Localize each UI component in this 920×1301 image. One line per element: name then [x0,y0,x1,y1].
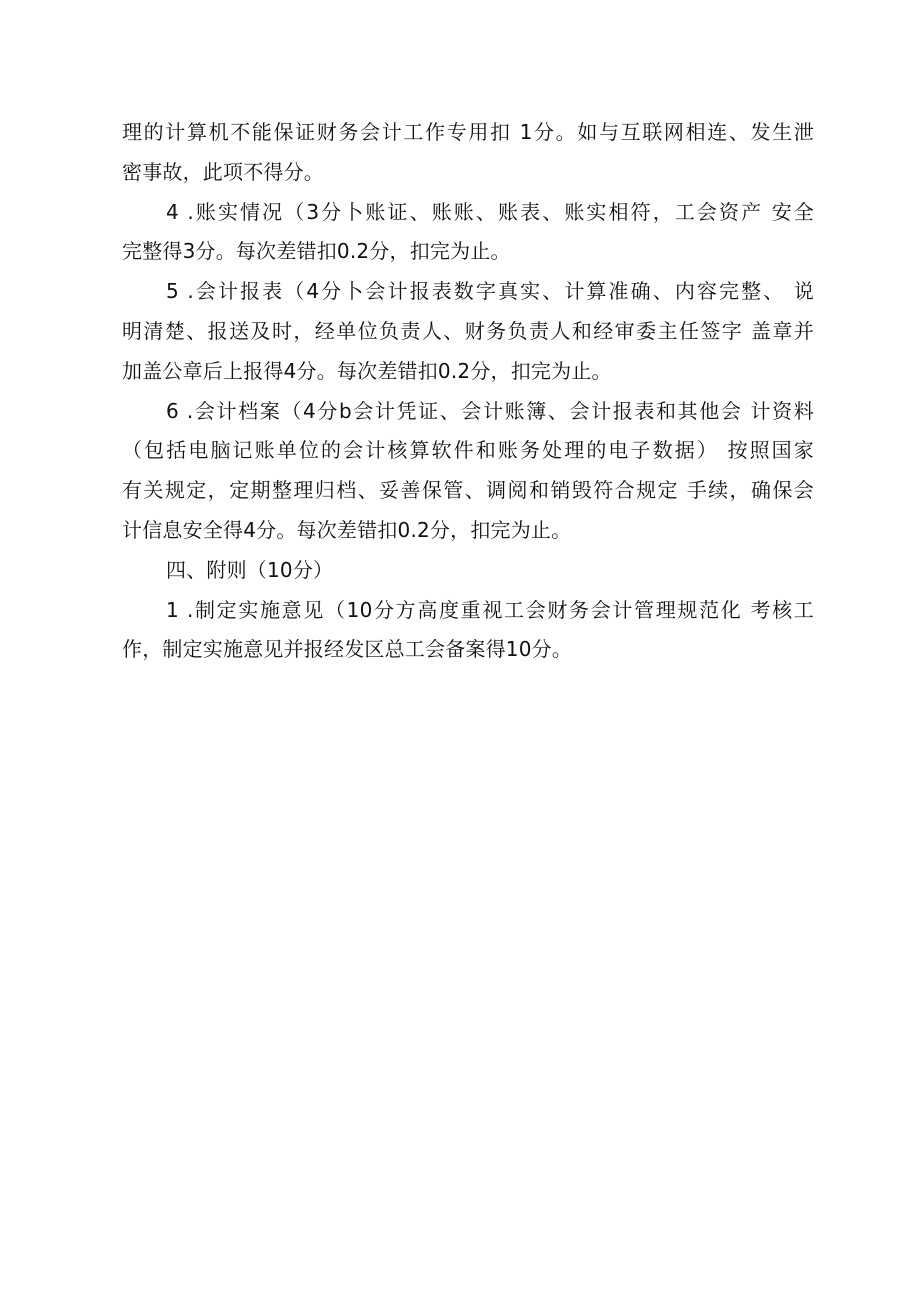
text-line-5: 5 .会计报表（4分卜会计报表数字真实、计算准确、内容完整、 说 [166,279,814,304]
text-line-10: 有关规定，定期整理归档、妥善保管、调阅和销毁符合规定 手续，确保会 [122,478,814,503]
text-line-4: 完整得3分。每次差错扣0.2分，扣完为止。 [122,239,511,264]
text-line-11: 计信息安全得4分。每次差错扣0.2分，扣完为止。 [122,517,572,542]
document-body [122,113,814,670]
text-line-14: 作，制定实施意见并报经发区总工会备案得10分。 [122,637,573,662]
text-line-1: 理的计算机不能保证财务会计工作专用扣 1分。如与互联网相连、发生泄 [122,120,814,144]
text-line-7: 加盖公章后上报得4分。每次差错扣0.2分，扣完为止。 [122,358,612,383]
text-line-2: 密事故，此项不得分。 [122,159,324,184]
text-line-9: （包括电脑记账单位的会计核算软件和账务处理的电子数据） 按照国家 [122,438,814,463]
section-heading: 四、附则（10分） [166,557,334,582]
text-line-6: 明清楚、报送及时，经单位负责人、财务负责人和经审委主任签字 盖章并 [122,318,814,343]
text-line-3: 4 .账实情况（3分卜账证、账账、账表、账实相符，工会资产 安全 [166,199,814,224]
text-line-13: 1 .制定实施意见（10分方高度重视工会财务会计管理规范化 考核工 [166,597,814,622]
text-line-8: 6 .会计档案（4分b会计凭证、会计账簿、会计报表和其他会 计资料 [166,398,814,423]
